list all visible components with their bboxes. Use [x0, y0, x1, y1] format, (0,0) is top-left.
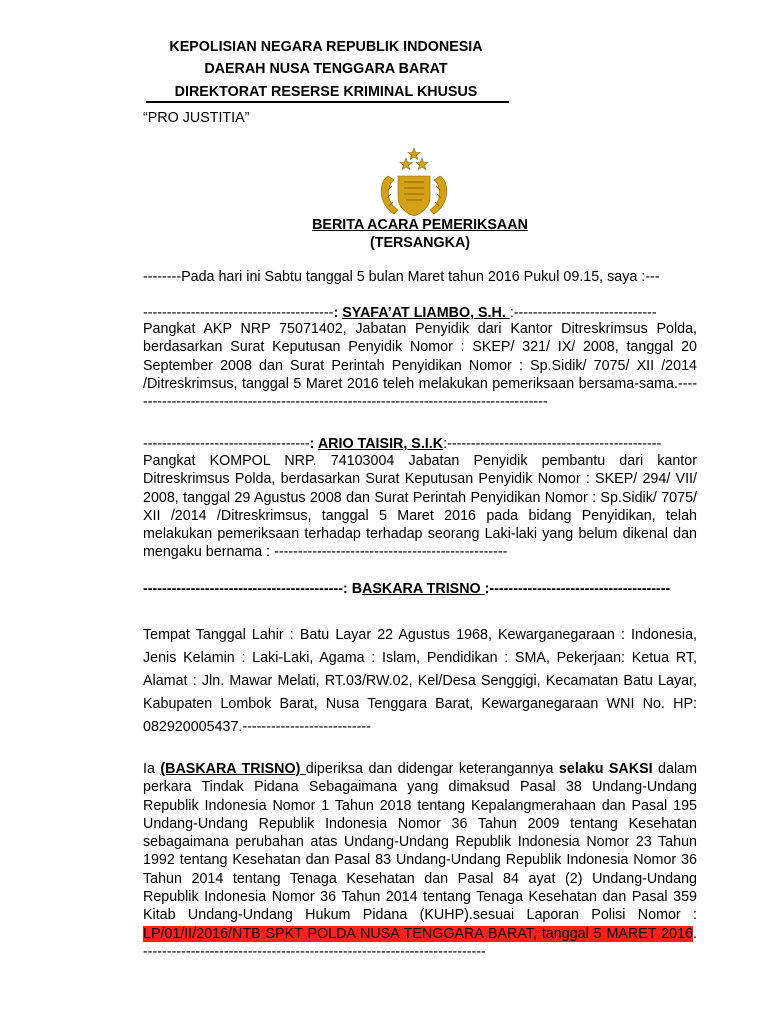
colon: : [309, 436, 318, 452]
statement-suspect-name: (BASKARA TRISNO) [160, 761, 306, 777]
statement-body: dalam perkara Tindak Pidana Sebagaimana yang dimaksud Pasal 38 Undang-Undang Republik Indonesia Nomor 1 Tahun 2018 tentang Kepalangmerahaan dan Pasal 195 Undang-Undang Republik Indonesia Nomor 36 Tahun 2009 tentang Kesehatan sebagaimana perubahan atas Undang-Undang Republik Indonesia Nomor 23 Tahun 1992 tentang Kesehatan dan Pasal 83 Undang-Undang Republik Indonesia Nomor 36 Tahun 2014 tentang Tenaga Kesehatan dan Pasal 84 ayat (2) Undang-Undang Republik Indonesia Nomor 36 Tahun 2014 tentang Tenaga Kesehatan dan Pasal 359 Kitab Undang-Undang Hukum Pidana (KUHP).sesuai Laporan Polisi Nomor : [143, 761, 697, 924]
dash-fill: ---------------------------------------- [143, 305, 334, 321]
suspect-details: Tempat Tanggal Lahir : Batu Layar 22 Agustus 1968, Kewarganegaraan : Indonesia, Jenis Kelamin : Laki-Laki, Agama : Islam, Pendidikan : SMA, Pekerjaan: Ketua RT, Alamat : Jln. Mawar Melati, RT.03/RW.02, Kel/Desa Senggigi, Kecamatan Batu Layar, Kabupaten Lombok Barat, Nusa Tenggara Barat, Kewarganegaraan WNI No. HP: 082920005437.--------------------------- [143, 627, 697, 735]
dash-fill: :-------------------------------------- [484, 581, 671, 597]
investigator-1-name: SYAFA’AT LIAMBO, S.H. [342, 305, 510, 321]
investigator-2-text: Pangkat KOMPOL NRP. 74103004 Jabatan Penyidik pembantu dari kantor Ditreskrimsus Polda, berdasarkan Surat Keputusan Penyidik Nomor : SKEP/ 294/ VII/ 2008, tanggal 29 Agustus 2008 dan Surat Perintah Penyidikan Nomor : Sp.Sidik/ 7075/ XII /2014 /Ditreskrimsus, tanggal 5 Maret 2016 pada bidang Penyidikan, telah melakukan pemeriksaan terhadap terhadap seorang Laki-laki yang belum dikenal dan mengaku bernama : ------------------------------------------------- [143, 453, 697, 561]
investigator-1-text: Pangkat AKP NRP 75071402, Jabatan Penyidik dari Kantor Ditreskrimsus Polda, berdasarkan Surat Keputusan Penyidik Nomor : SKEP/ 321/ IX/ 2008, tanggal 20 September 2008 dan Surat Perintah Penyidikan Nomor : Sp.Sidik/ 7075/ XII /2014 /Ditreskrimsus, tanggal 5 Maret 2016 teleh melakukan pemeriksaan bersama-sama.----------------------------------------------------------------------------------------- [143, 321, 697, 411]
dash-fill: :------------------------------ [509, 305, 657, 321]
statement-role: selaku SAKSI [558, 761, 653, 777]
suspect-line [143, 580, 698, 598]
statement-text: diperiksa dan didengar keterangannya [305, 761, 559, 777]
statement-tail: . ------------------------------------------------------------------------ [143, 925, 697, 960]
investigator-2-name: ARIO TAISIR, S.I.K [317, 436, 444, 452]
dash-fill: ------------------------------------------ [143, 581, 343, 597]
statement-ia: Ia [143, 761, 161, 777]
dash-fill: :--------------------------------------------- [443, 436, 662, 452]
colon: : B [342, 581, 363, 597]
header-line-1: KEPOLISIAN NEGARA REPUBLIK INDONESIA [169, 39, 483, 55]
header-line-3: DIREKTORAT RESERSE KRIMINAL KHUSUS [174, 84, 478, 100]
document-subtitle: (TERSANGKA) [369, 235, 471, 251]
header-rule [146, 101, 509, 103]
suspect-name: ASKARA TRISNO [362, 581, 485, 597]
statement-paragraph [143, 760, 697, 961]
header-line-2: DAERAH NUSA TENGGARA BARAT [204, 61, 448, 77]
pro-justitia-label: “PRO JUSTITIA” [143, 110, 250, 126]
colon: : [333, 305, 343, 321]
opening-line: --------Pada hari ini Sabtu tanggal 5 bulan Maret tahun 2016 Pukul 09.15, saya :--- [143, 269, 660, 285]
document-title: BERITA ACARA PEMERIKSAAN [312, 217, 528, 233]
dash-fill: ----------------------------------- [143, 436, 310, 452]
report-number-highlight: LP/01/II/2016/NTB SPKT POLDA NUSA TENGGARA BARAT, tanggal 5 MARET 2016 [143, 925, 694, 942]
investigator-2-line [143, 435, 698, 453]
police-emblem-icon [348, 146, 464, 220]
